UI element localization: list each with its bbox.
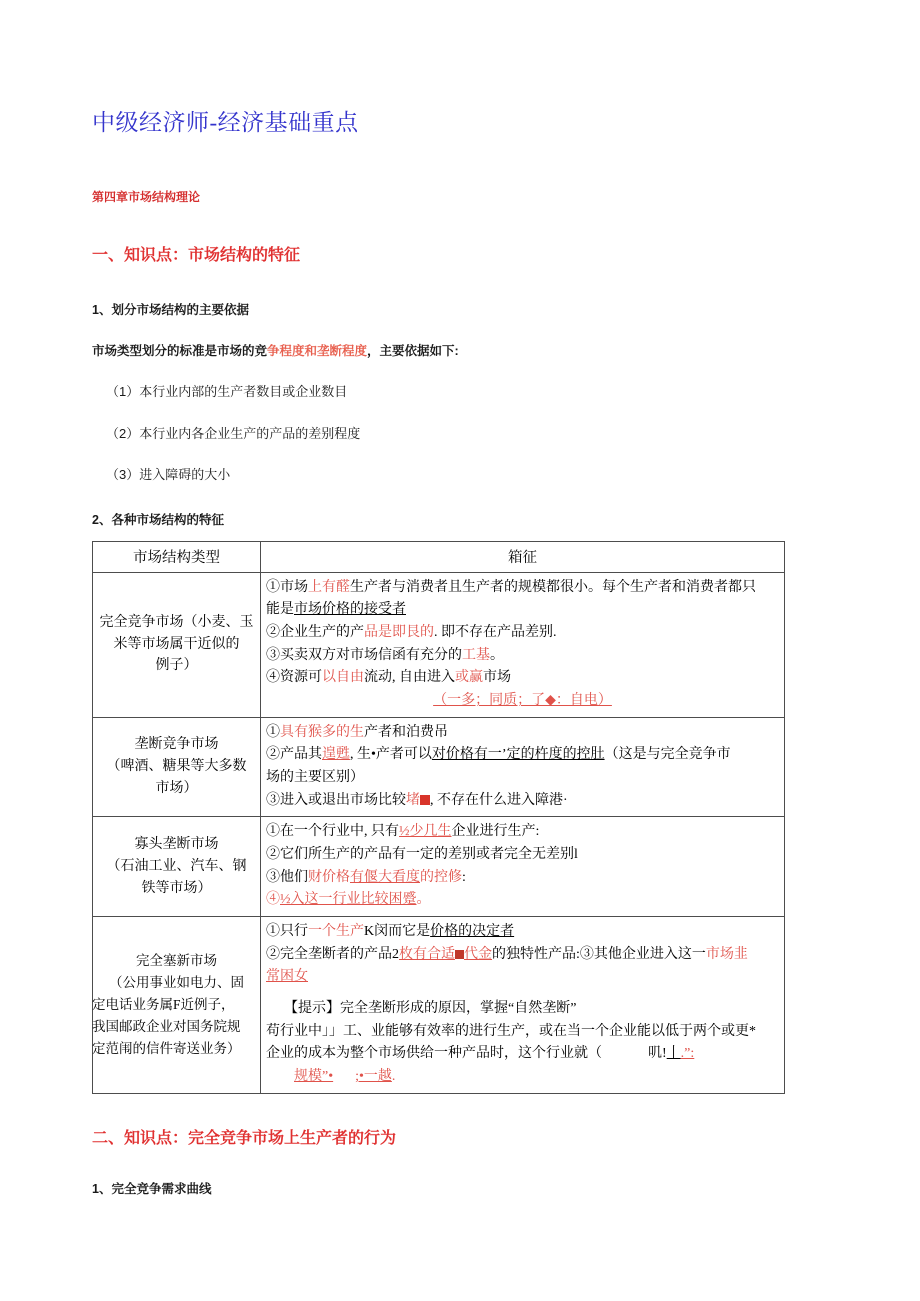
feat-text: 场的主要区别） bbox=[266, 770, 364, 785]
tip-block bbox=[266, 995, 779, 1089]
feature-summary-note: （一多；同质；了◆：自电） bbox=[433, 692, 612, 708]
tip-title: 【提示】完全垄断形成的原因，掌握“自然垄断” bbox=[284, 1001, 577, 1017]
table-header-type: 市场结构类型 bbox=[93, 541, 261, 572]
criteria-item-2: （2）本行业内各企业生产的产品的差别程度 bbox=[106, 425, 361, 441]
table-row bbox=[93, 717, 785, 817]
feature-item-3 bbox=[266, 867, 779, 890]
criteria-lead bbox=[92, 320, 828, 361]
feat-highlight: 常困女 bbox=[266, 969, 308, 985]
feat-text: ③买卖双方对市场信函有充分的 bbox=[266, 647, 462, 663]
feat-text: : bbox=[462, 869, 466, 885]
section-heading-2: 二、知识点：完全竞争市场上生产者的行为 bbox=[92, 1129, 397, 1147]
feat-highlight: 枚有合适 bbox=[399, 946, 455, 962]
feat-text: . 即不存在产品差别. bbox=[434, 624, 557, 640]
feature-item-2 bbox=[266, 744, 779, 767]
market-structure-table bbox=[92, 541, 785, 1094]
feat-text: ①只行 bbox=[266, 924, 308, 940]
feat-text: ②企业生产的产 bbox=[266, 624, 364, 640]
type-line: 寡头垄断市场 bbox=[134, 837, 219, 853]
features-perfect-competition bbox=[261, 572, 785, 717]
feat-text: ③进入或退出市场比较 bbox=[266, 792, 406, 808]
subsection-1-2: 2、各种市场结构的特征 bbox=[92, 512, 224, 527]
feat-text: 。 bbox=[490, 647, 504, 663]
type-line: 我国邮政企业对国务院规 bbox=[92, 1018, 241, 1034]
feature-item-2 bbox=[266, 622, 779, 645]
feature-item-4 bbox=[266, 889, 779, 912]
feat-highlight: 或赢 bbox=[455, 670, 483, 686]
tip-line-1 bbox=[266, 1021, 779, 1044]
feature-item-1 bbox=[266, 921, 779, 944]
section-heading-1: 一、知识点：市场结构的特征 bbox=[92, 247, 301, 265]
feature-item-1 bbox=[266, 722, 779, 745]
type-line: 定电话业务属F近例子， bbox=[92, 996, 235, 1012]
feat-text: 能是 bbox=[266, 602, 294, 618]
type-line: 完全塞新市场 bbox=[136, 953, 217, 969]
features-pure-monopoly bbox=[261, 917, 785, 1094]
tip-highlight: ;•一越 bbox=[355, 1069, 392, 1085]
market-type-oligopoly bbox=[93, 817, 261, 917]
type-line: 市场） bbox=[155, 780, 198, 796]
tip-highlight: .”: bbox=[680, 1046, 695, 1062]
feat-highlight: 财价格 bbox=[308, 869, 350, 885]
feat-text: 生产者与消费者且生产者的规模都很小。每个生产者和消费者都只 bbox=[350, 579, 756, 595]
tip-line-3 bbox=[266, 1066, 779, 1089]
market-type-perfect-competition bbox=[93, 572, 261, 717]
feature-item-1 bbox=[266, 821, 779, 844]
type-line: 例子） bbox=[155, 658, 198, 674]
table-row bbox=[93, 817, 785, 917]
features-monopolistic-competition bbox=[261, 717, 785, 817]
feat-text: , 生•产者可以 bbox=[350, 747, 432, 763]
feat-highlight: 遑甦 bbox=[322, 747, 350, 763]
tip-underline: 丨 bbox=[666, 1046, 681, 1062]
feat-highlight: ½少几生 bbox=[399, 824, 452, 840]
feat-highlight: 堵 bbox=[406, 792, 420, 808]
feat-text: ④资源可 bbox=[266, 670, 322, 686]
features-oligopoly bbox=[261, 817, 785, 917]
table-header-row bbox=[93, 541, 785, 572]
feat-underline: 市场价格的接受者 bbox=[294, 602, 406, 618]
feat-highlight: 市场韭 bbox=[705, 946, 748, 962]
feature-item-2-cont bbox=[266, 966, 779, 989]
feature-item-4 bbox=[266, 667, 779, 690]
feat-text: ②完全垄断者的产品2 bbox=[266, 946, 399, 962]
feat-text: 的独特性产品:③其他企业进入这一 bbox=[492, 946, 706, 962]
feat-highlight: 一个生产 bbox=[308, 924, 364, 940]
feat-text: ①市场 bbox=[266, 579, 308, 595]
feat-text: ②产品其 bbox=[266, 747, 322, 763]
feat-text: 企业进行生产: bbox=[451, 824, 540, 840]
feat-text: ① bbox=[266, 724, 280, 740]
feature-item-2 bbox=[266, 944, 779, 967]
type-line: 定范闱的信件寄送业务） bbox=[92, 1040, 241, 1056]
feat-highlight: 具有猴多的生 bbox=[280, 724, 364, 740]
feat-highlight: 品是即艮的 bbox=[364, 624, 434, 640]
subsection-2-1: 1、完全竞争需求曲线 bbox=[92, 1182, 212, 1197]
feat-text: 。 bbox=[416, 892, 431, 908]
table-row bbox=[93, 572, 785, 717]
feat-highlight: 工基 bbox=[462, 647, 490, 663]
tip-highlight: 规模”• bbox=[294, 1069, 334, 1085]
type-line: （石油工业、汽车、钢 bbox=[106, 858, 247, 874]
chapter-label: 第四章市场结构理论 bbox=[92, 189, 201, 204]
feat-highlight: ½入这一行业比较困蹙 bbox=[280, 892, 417, 908]
feat-highlight: 代金 bbox=[464, 946, 492, 962]
feat-text: （这是与完全竞争市 bbox=[604, 747, 731, 763]
feat-underline: 价格的决定者 bbox=[430, 924, 515, 940]
feat-text: , 不存在什么进入障港· bbox=[430, 792, 568, 808]
feat-highlight: 有偃大看度 bbox=[350, 869, 420, 885]
feat-text: 流动, 自由进入 bbox=[364, 670, 455, 686]
criteria-item-3: （3）进入障碍的大小 bbox=[106, 467, 231, 483]
feature-item-3 bbox=[266, 645, 779, 668]
market-type-monopolistic-competition bbox=[93, 717, 261, 817]
page-title: 中级经济师-经济基础重点 bbox=[92, 110, 359, 135]
type-line: 完全竞争市场（小麦、玉 bbox=[99, 615, 254, 631]
feature-item-3 bbox=[266, 790, 779, 813]
tip-text: 企业的成本为整个市场供给一种产品时，这个行业就（ bbox=[266, 1046, 602, 1062]
type-line: 垄断竞争市场 bbox=[134, 737, 219, 753]
tip-text: . bbox=[391, 1069, 396, 1085]
table-row bbox=[93, 917, 785, 1094]
redacted-block-icon bbox=[420, 795, 430, 805]
tip-line-2 bbox=[266, 1043, 779, 1066]
type-line: （公用事业如电力、固 bbox=[109, 975, 244, 991]
feat-highlight: 以自由 bbox=[322, 670, 364, 686]
criteria-lead-suffix: ，主要依据如下: bbox=[367, 343, 459, 358]
criteria-lead-highlight: 争程度和垄断程度 bbox=[267, 343, 368, 358]
feature-item-2-cont bbox=[266, 767, 779, 790]
feat-text: 市场 bbox=[483, 670, 511, 686]
type-line: 铁等市场） bbox=[141, 880, 212, 896]
criteria-item-1: （1）本行业内部的生产者数目或企业数目 bbox=[106, 384, 348, 400]
feat-text: 产者和泊费吊 bbox=[364, 724, 448, 740]
feat-highlight: 上有醛 bbox=[308, 579, 350, 595]
table-header-feature: 箱征 bbox=[261, 541, 785, 572]
redacted-block-icon bbox=[455, 950, 464, 959]
feature-item-2: ②它们所生产的产品有一定的差别或者完全无差别l bbox=[266, 847, 578, 863]
subsection-1-1: 1、划分市场结构的主要依据 bbox=[92, 302, 249, 317]
tip-text: 叽! bbox=[648, 1046, 667, 1062]
feat-underline: 对价格有一’定的杵度的控肚 bbox=[431, 747, 605, 763]
feat-text: ③他们 bbox=[266, 869, 308, 885]
type-line: （啤酒、糖果等大多数 bbox=[106, 759, 247, 775]
market-type-pure-monopoly bbox=[93, 917, 261, 1094]
feature-item-1-cont bbox=[266, 599, 779, 622]
feat-text: K闵而它是 bbox=[364, 924, 431, 940]
criteria-lead-prefix: 市场类型划分的标准是市场的竞 bbox=[92, 343, 268, 358]
feature-item-1 bbox=[266, 577, 779, 600]
type-line: 米等市场属干近似的 bbox=[113, 636, 240, 652]
feat-highlight: 的控修 bbox=[420, 869, 462, 885]
feat-text: ④ bbox=[266, 892, 280, 908]
feat-text: ①在一个行业中, 只有 bbox=[266, 824, 399, 840]
tip-text: 苟行业中」」工、业能够有效率的进行生产，或在当一个企业能以低于两个或更* bbox=[266, 1023, 756, 1039]
